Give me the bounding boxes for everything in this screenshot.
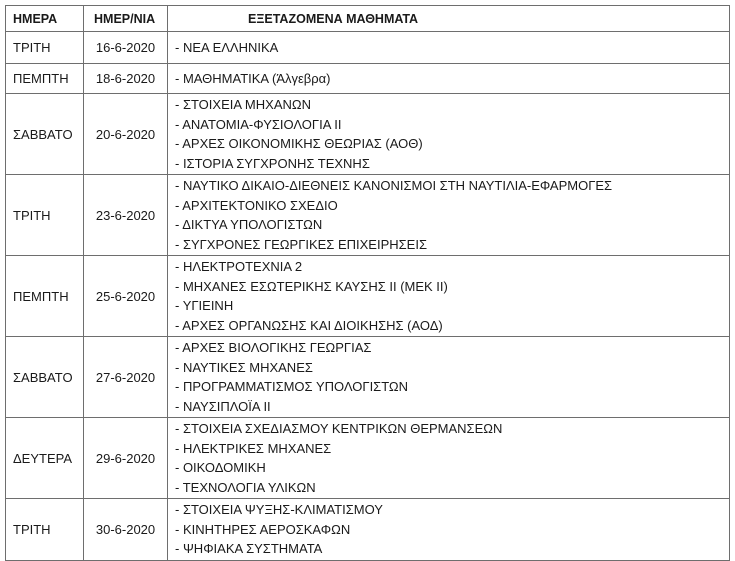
day-cell: ΤΡΙΤΗ bbox=[6, 32, 84, 64]
day-cell: ΤΡΙΤΗ bbox=[6, 499, 84, 561]
subject-item: - ΣΤΟΙΧΕΙΑ ΣΧΕΔΙΑΣΜΟΥ ΚΕΝΤΡΙΚΩΝ ΘΕΡΜΑΝΣΕΩΝ bbox=[175, 421, 503, 436]
exam-schedule-table bbox=[5, 5, 730, 561]
subject-item: - ΗΛΕΚΤΡΙΚΕΣ ΜΗΧΑΝΕΣ bbox=[175, 440, 332, 456]
subject-item: - ΙΣΤΟΡΙΑ ΣΥΓΧΡΟΝΗΣ ΤΕΧΝΗΣ bbox=[175, 155, 370, 171]
subject-item: - ΗΛΕΚΤΡΟΤΕΧΝΙΑ 2 bbox=[175, 259, 303, 274]
date-cell: 16-6-2020 bbox=[84, 32, 168, 64]
subjects-cell bbox=[168, 32, 730, 64]
day-cell: ΣΑΒΒΑΤΟ bbox=[6, 337, 84, 418]
subject-item: - ΑΡΧΕΣ ΟΙΚΟΝΟΜΙΚΗΣ ΘΕΩΡΙΑΣ (ΑΟΘ) bbox=[175, 136, 423, 151]
subject-item: - ΝΑΥΣΙΠΛΟΪΑ ΙΙ bbox=[175, 398, 271, 414]
subject-item: - ΣΤΟΙΧΕΙΑ ΨΥΞΗΣ-ΚΛΙΜΑΤΙΣΜΟΥ bbox=[175, 502, 383, 517]
table-row bbox=[6, 175, 730, 256]
subject-item: - ΝΑΥΤΙΚΟ ΔΙΚΑΙΟ-ΔΙΕΘΝΕΙΣ ΚΑΝΟΝΙΣΜΟΙ ΣΤΗ ΝΑΥΤΙΛΙΑ-ΕΦΑΡΜΟΓΕΣ bbox=[175, 178, 613, 193]
date-cell: 23-6-2020 bbox=[84, 175, 168, 256]
header-subjects: ΕΞΕΤΑΖΟΜΕΝΑ ΜΑΘΗΜΑΤΑ bbox=[168, 6, 730, 32]
subject-item: - ΔΙΚΤΥΑ ΥΠΟΛΟΓΙΣΤΩΝ bbox=[175, 217, 323, 232]
table-row bbox=[6, 499, 730, 561]
subject-item: - ΨΗΦΙΑΚΑ ΣΥΣΤΗΜΑΤΑ bbox=[175, 541, 323, 556]
date-cell: 27-6-2020 bbox=[84, 337, 168, 418]
table-row bbox=[6, 418, 730, 499]
day-cell: ΣΑΒΒΑΤΟ bbox=[6, 94, 84, 175]
subjects-cell bbox=[168, 256, 730, 337]
subjects-cell bbox=[168, 499, 730, 561]
subject-item: - ΜΑΘΗΜΑΤΙΚΑ (Άλγεβρα) bbox=[175, 70, 331, 86]
subjects-cell bbox=[168, 175, 730, 256]
subject-item: - ΑΝΑΤΟΜΙΑ-ΦΥΣΙΟΛΟΓΙΑ ΙΙ bbox=[175, 116, 342, 132]
header-row bbox=[6, 6, 730, 32]
subjects-cell bbox=[168, 337, 730, 418]
subject-item: - ΣΤΟΙΧΕΙΑ ΜΗΧΑΝΩΝ bbox=[175, 97, 311, 112]
subject-item: - ΝΑΥΤΙΚΕΣ ΜΗΧΑΝΕΣ bbox=[175, 359, 313, 375]
subject-item: - ΥΓΙΕΙΝΗ bbox=[175, 298, 234, 313]
subjects-cell bbox=[168, 64, 730, 94]
subject-item: - ΠΡΟΓΡΑΜΜΑΤΙΣΜΟΣ ΥΠΟΛΟΓΙΣΤΩΝ bbox=[175, 379, 409, 394]
date-cell: 29-6-2020 bbox=[84, 418, 168, 499]
day-cell: ΠΕΜΠΤΗ bbox=[6, 64, 84, 94]
subject-item: - ΑΡΧΕΣ ΒΙΟΛΟΓΙΚΗΣ ΓΕΩΡΓΙΑΣ bbox=[175, 340, 372, 355]
table-row bbox=[6, 64, 730, 94]
day-cell: ΔΕΥΤΕΡΑ bbox=[6, 418, 84, 499]
day-cell: ΠΕΜΠΤΗ bbox=[6, 256, 84, 337]
table-row bbox=[6, 94, 730, 175]
table-row bbox=[6, 32, 730, 64]
date-cell: 30-6-2020 bbox=[84, 499, 168, 561]
subject-item: - ΝΕΑ ΕΛΛΗΝΙΚΑ bbox=[175, 39, 279, 55]
header-date: ΗΜΕΡ/ΝΙΑ bbox=[84, 6, 168, 32]
subject-item: - ΑΡΧΕΣ ΟΡΓΑΝΩΣΗΣ ΚΑΙ ΔΙΟΙΚΗΣΗΣ (ΑΟΔ) bbox=[175, 317, 443, 333]
date-cell: 20-6-2020 bbox=[84, 94, 168, 175]
subject-item: - ΚΙΝΗΤΗΡΕΣ ΑΕΡΟΣΚΑΦΩΝ bbox=[175, 521, 351, 537]
subjects-cell bbox=[168, 94, 730, 175]
table-row bbox=[6, 256, 730, 337]
subject-item: - ΟΙΚΟΔΟΜΙΚΗ bbox=[175, 460, 266, 475]
subject-item: - ΤΕΧΝΟΛΟΓΙΑ ΥΛΙΚΩΝ bbox=[175, 479, 316, 495]
date-cell: 18-6-2020 bbox=[84, 64, 168, 94]
header-day: ΗΜΕΡΑ bbox=[6, 6, 84, 32]
subject-item: - ΑΡΧΙΤΕΚΤΟΝΙΚΟ ΣΧΕΔΙΟ bbox=[175, 197, 338, 213]
subject-item: - ΜΗΧΑΝΕΣ ΕΣΩΤΕΡΙΚΗΣ ΚΑΥΣΗΣ ΙΙ (ΜΕΚ ΙΙ) bbox=[175, 278, 448, 294]
table-row bbox=[6, 337, 730, 418]
day-cell: ΤΡΙΤΗ bbox=[6, 175, 84, 256]
subjects-cell bbox=[168, 418, 730, 499]
date-cell: 25-6-2020 bbox=[84, 256, 168, 337]
subject-item: - ΣΥΓΧΡΟΝΕΣ ΓΕΩΡΓΙΚΕΣ ΕΠΙΧΕΙΡΗΣΕΙΣ bbox=[175, 236, 427, 252]
